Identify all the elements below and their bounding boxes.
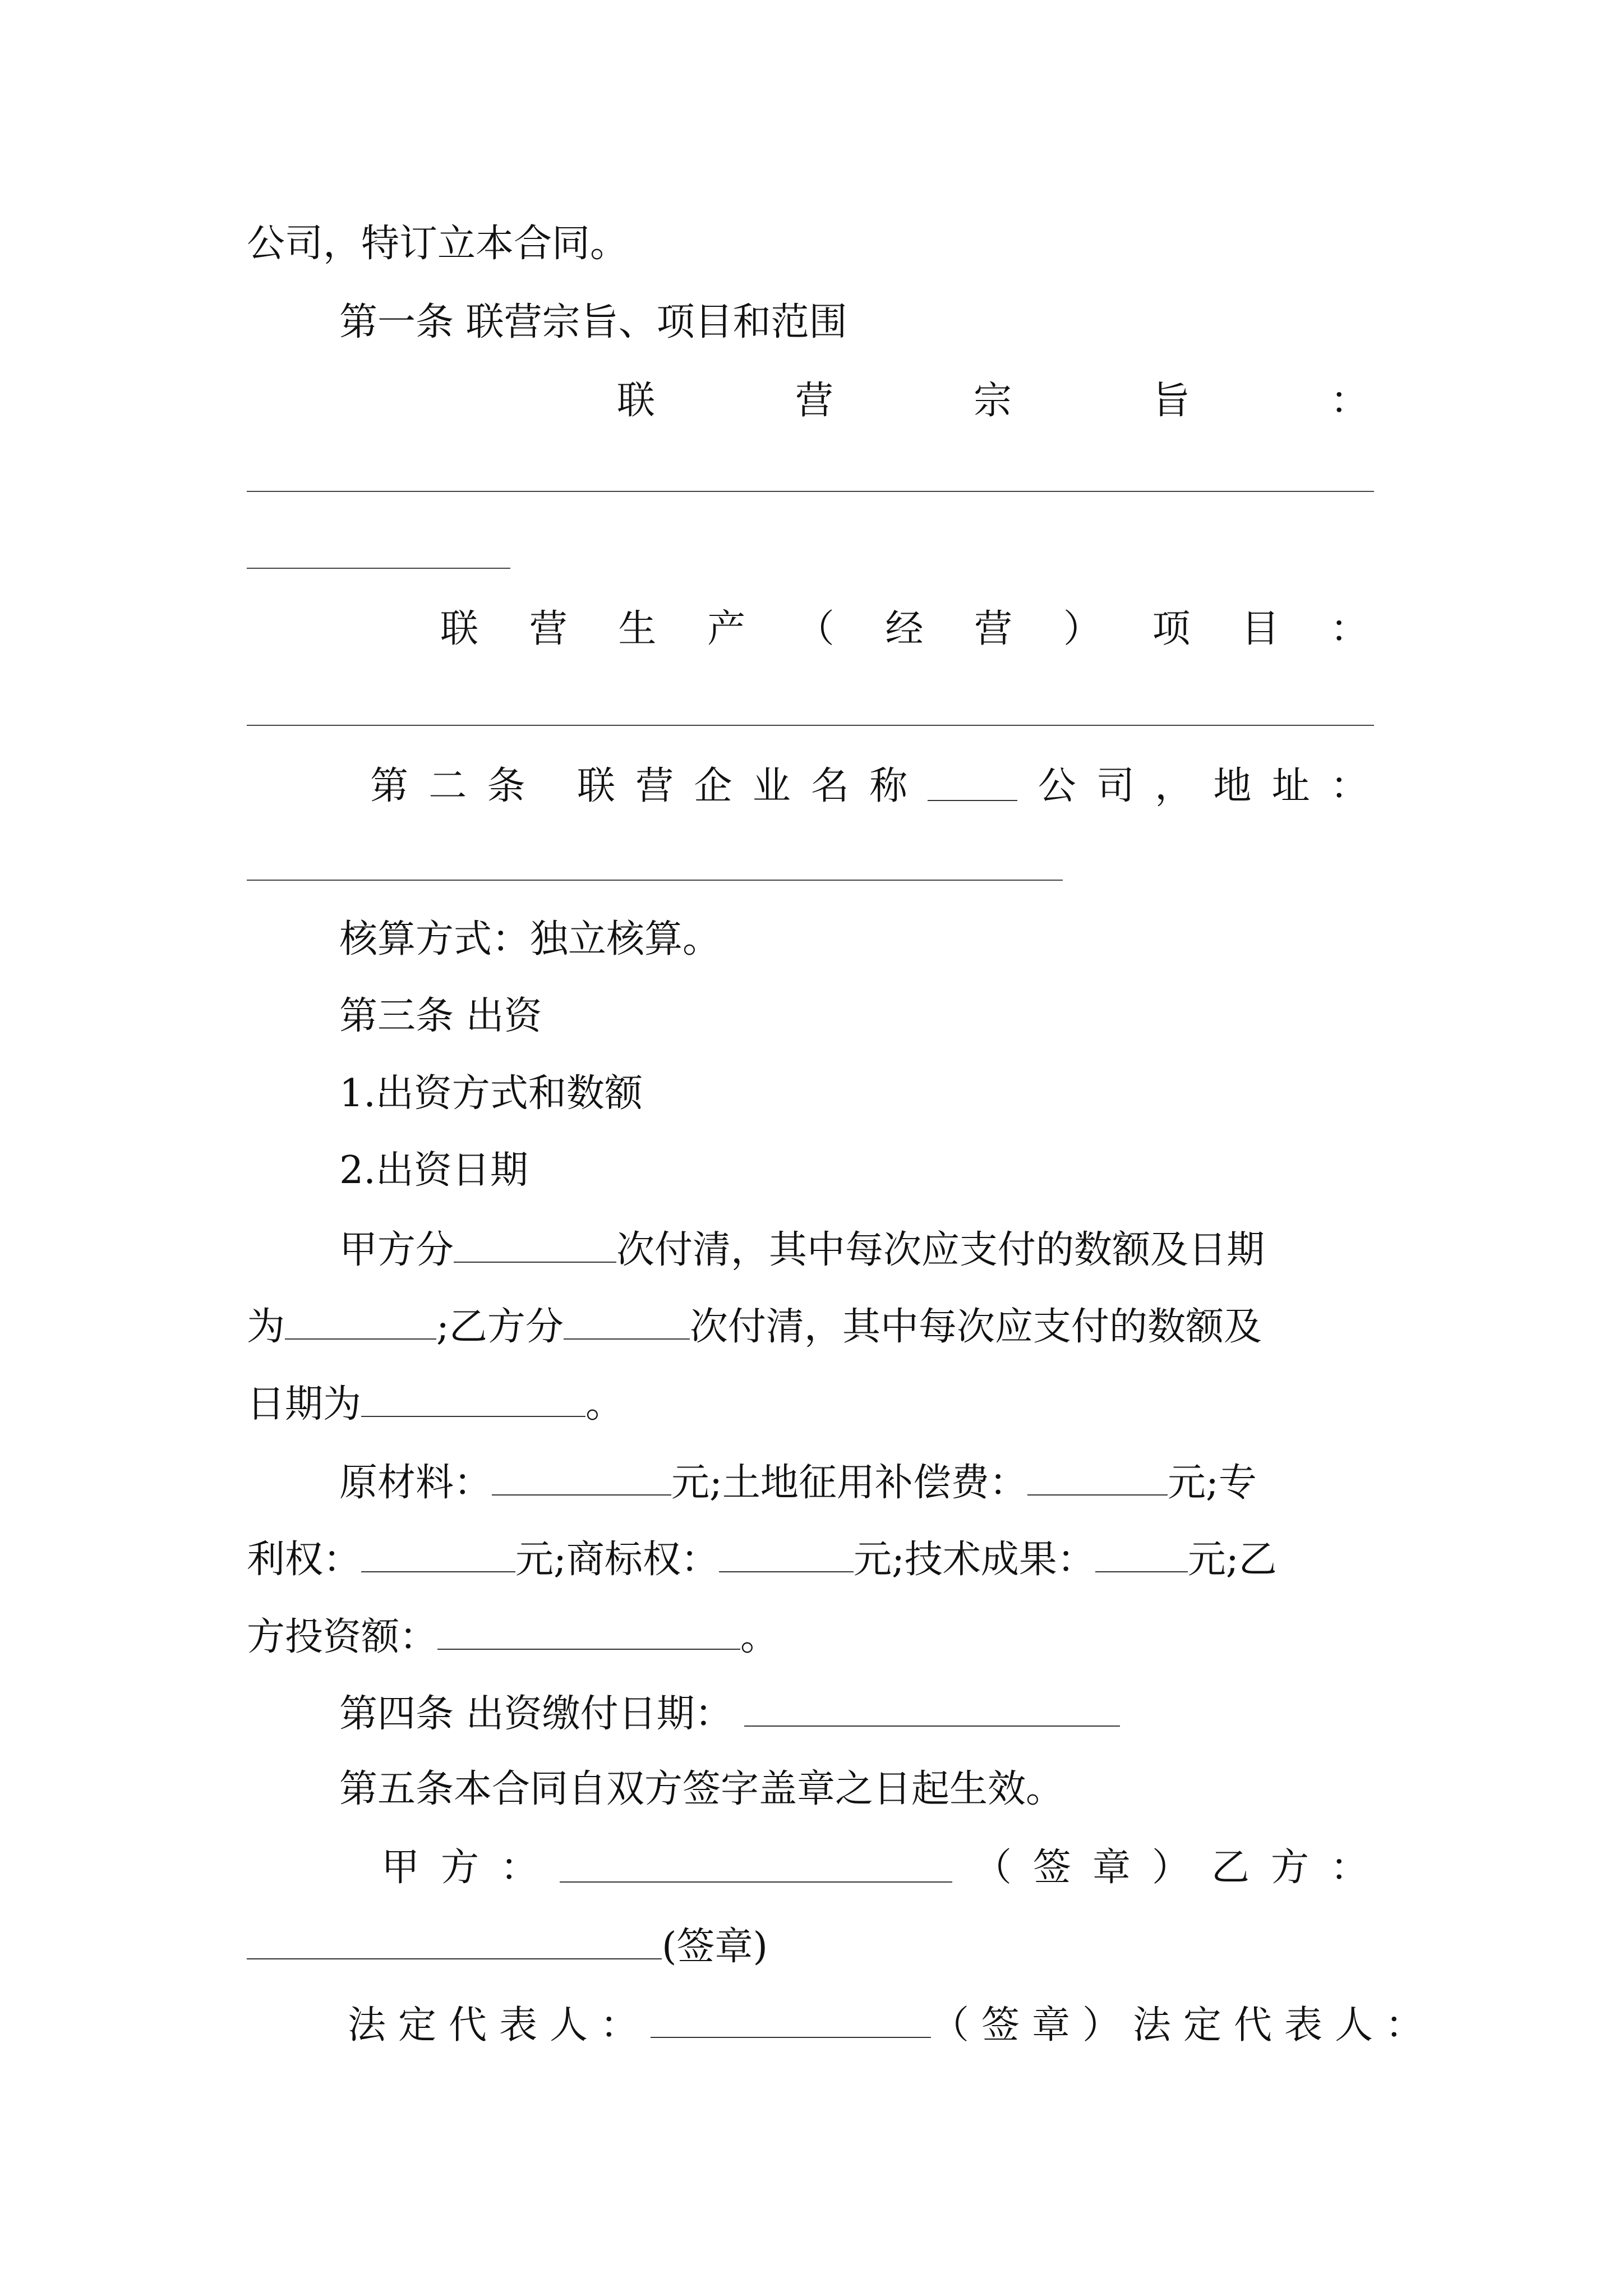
article-1-title: 第一条 联营宗旨、项目和范围	[339, 300, 847, 344]
signature-line: 甲 方 ： （ 签 章 ） 乙 方 ：	[381, 1840, 1368, 1896]
party-b-signature-line: (签章)	[247, 1917, 768, 1973]
project-label: 联 营 生 产 （ 经 营 ） 项 目 ：	[440, 607, 1368, 651]
purpose-blank-line-2	[247, 568, 510, 569]
land-compensation-blank[interactable]	[1027, 1453, 1168, 1496]
payment-date-blank[interactable]	[744, 1684, 1120, 1727]
party-a-installments-blank[interactable]	[454, 1220, 616, 1263]
article-5-line: 第五条本合同自双方签字盖章之日起生效。	[339, 1767, 1064, 1811]
purpose-label: 联 营 宗 旨 ：	[617, 379, 1368, 423]
address-blank-line	[247, 880, 1063, 881]
patent-blank[interactable]	[361, 1530, 515, 1572]
legal-rep-line: 法定代表人： （签章）法定代表人：	[348, 1995, 1436, 2051]
materials-line-3: 方投资额： 。	[247, 1607, 778, 1663]
text-line-company-intro: 公司，特订立本合同。	[247, 222, 629, 266]
party-a-rep-blank[interactable]	[651, 1995, 931, 2038]
item-2: 2.出资日期	[339, 1148, 528, 1193]
raw-material-blank[interactable]	[492, 1453, 671, 1496]
trademark-blank[interactable]	[719, 1530, 854, 1572]
accounting-method: 核算方式：独立核算。	[339, 917, 721, 961]
article-3-title: 第三条 出资	[339, 994, 542, 1038]
party-a-schedule-blank[interactable]	[285, 1297, 436, 1340]
party-b-investment-blank[interactable]	[437, 1607, 740, 1650]
materials-line-1: 原材料： 元;土地征用补偿费： 元;专	[339, 1453, 1257, 1509]
payment-line-1: 甲方分 次付清，其中每次应支付的数额及日期	[339, 1220, 1265, 1276]
article-4-line: 第四条 出资缴付日期：	[339, 1684, 1120, 1740]
party-b-schedule-blank[interactable]	[361, 1374, 585, 1417]
payment-line-3: 日期为 。	[247, 1374, 624, 1430]
purpose-blank-line-1	[247, 491, 1374, 492]
materials-line-2: 利权： 元;商标权： 元;技术成果： 元;乙	[247, 1530, 1277, 1586]
technology-blank[interactable]	[1095, 1530, 1188, 1572]
party-b-installments-blank[interactable]	[564, 1297, 690, 1340]
article-2-line: 第 二 条 联 营 企 业 名 称 公 司 ， 地 址 ：	[370, 758, 1368, 815]
item-1: 1.出资方式和数额	[339, 1071, 643, 1116]
company-name-blank[interactable]	[928, 758, 1017, 801]
party-a-signature-blank[interactable]	[560, 1840, 952, 1883]
payment-line-2: 为 ;乙方分 次付清，其中每次应支付的数额及	[247, 1297, 1262, 1353]
project-blank-line	[247, 725, 1374, 726]
party-b-signature-blank[interactable]	[247, 1917, 662, 1959]
